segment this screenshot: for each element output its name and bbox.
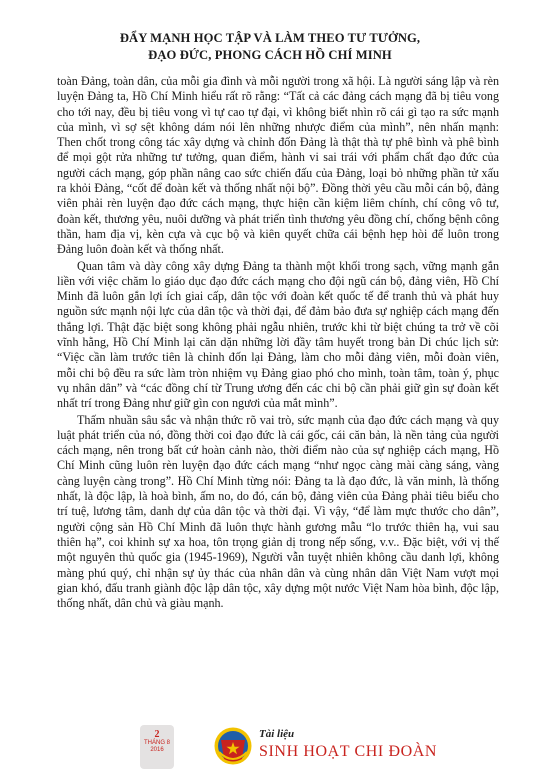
article-body <box>57 74 499 611</box>
paragraph-2: Quan tâm và dày công xây dựng Đảng ta thành một khối trong sạch, vững mạnh gắn liền với việc chăm lo giáo dục đạo đức cách mạng cho đội ngũ cán bộ, đảng viên, Hồ Chí Minh đã luôn gắn lợi ích giai cấp, dân tộc với đoàn kết quốc tế để tranh thủ và phát huy nguồn sức mạnh nội lực của dân tộc và thời đại, để đảm bảo đưa sự nghiệp cách mạng đến thắng lợi. Thật đặc biệt song không phải ngẫu nhiên, trước khi từ biệt chúng ta trở về cõi vĩnh hằng, Hồ Chí Minh lại căn dặn những lời đầy tâm huyết trong bản Di chúc lịch sử: “Việc cần làm trước tiên là chỉnh đốn lại Đảng, làm cho mỗi đảng viên, mỗi đoàn viên, mỗi chi bộ đều ra sức làm tròn nhiệm vụ Đảng giao phó cho mình, toàn tâm, toàn ý, phục vụ nhân dân” và “các đồng chí từ Trung ương đến các chi bộ cần phải giữ gìn sự đoàn kết nhất trí trong Đảng như giữ gìn con ngươi của mắt mình”. <box>57 258 499 411</box>
header-line-2: ĐẠO ĐỨC, PHONG CÁCH HỒ CHÍ MINH <box>148 48 392 62</box>
page-number-badge <box>140 725 174 769</box>
article-header <box>0 30 540 64</box>
issue-month: THÁNG 8 <box>143 740 170 746</box>
paragraph-1: toàn Đảng, toàn dân, của mỗi gia đình và mỗi người trong xã hội. Là người sáng lập và rèn luyện Đảng ta, Hồ Chí Minh hiểu rất rõ rằng: “Tất cả các đảng cách mạng đã bị tiêu vong cho tới nay, đều bị tiêu vong vì tự cao tự đại, vì không biết nhìn rõ cái gì tạo ra sức mạnh của mình, vì sợ sệt không dám nói lên những nhược điểm của mình”, nên nhấn mạnh: Then chốt trong công tác xây dựng và chỉnh đốn Đảng là thật thà tự phê bình và phê bình để mọi gột rửa những tư tưởng, quan điểm, hành vi sai trái với phẩm chất đạo đức của người cách mạng, góp phần nâng cao sức chiến đấu của Đảng, loại bỏ những phần tử xấu ra khỏi Đảng, “cốt để đoàn kết và thống nhất nội bộ”. Đồng thời yêu cầu mỗi cán bộ, đảng viên phải rèn luyện đạo đức cách mạng, thực hiện cần kiệm liêm chính, chí công vô tư, đoàn kết, thương yêu, nuôi dưỡng và phát triển tình thương yêu đồng chí, chống bệnh công thần, ham địa vị, kèn cựa và cục bộ và kiên quyết chữa cái bệnh hẹp hòi để luôn trong Đảng luôn đoàn kết và thống nhất. <box>57 74 499 257</box>
paragraph-3: Thấm nhuần sâu sắc và nhận thức rõ vai trò, sức mạnh của đạo đức cách mạng và quy luật phát triển của nó, đồng thời coi đạo đức là cái gốc, cái căn bản, là nền tảng của người cách mạng, nên trong bất cứ hoàn cảnh nào, thời điểm nào của sự nghiệp cách mạng, Hồ Chí Minh cũng luôn rèn luyện đạo đức cách mạng “như ngọc càng mài càng sáng, vàng càng luyện càng trong”. Hồ Chí Minh từng nói: Đảng ta là đạo đức, là văn minh, là thống nhất, là độc lập, là hoà bình, ấm no, do đó, cán bộ, đảng viên của Đảng phải tiêu biểu cho trí tuệ, lương tâm, danh dự của dân tộc và thời đại. Vì vậy, “để làm mực thước cho dân”, người cộng sản Hồ Chí Minh đã luôn thực hành gương mẫu “lo trước thiên hạ, vui sau thiên hạ”, coi khinh sự xa hoa, tôn trọng giản dị trong nếp sống, v.v.. Đặc biệt, với vị thế một nguyên thủ quốc gia (1945-1969), Người vẫn tuyệt nhiên không cầu danh lợi, không màng phú quý, chỉ nhận sự ủy thác của nhân dân và cùng nhân dân Việt Nam vượt mọi gian khó, đấu tranh giành độc lập dân tộc, xây dựng một nước Việt Nam hòa bình, độc lập, thống nhất, dân chủ và giàu mạnh. <box>57 412 499 611</box>
issue-year: 2016 <box>150 747 164 753</box>
header-line-1: ĐẨY MẠNH HỌC TẬP VÀ LÀM THEO TƯ TƯỞNG, <box>119 31 421 45</box>
youth-union-emblem-icon <box>213 726 253 766</box>
publication-title: SINH HOẠT CHI ĐOÀN <box>259 743 438 760</box>
page-number: 2 <box>154 729 160 740</box>
footer-label-small: Tài liệu <box>259 728 295 740</box>
